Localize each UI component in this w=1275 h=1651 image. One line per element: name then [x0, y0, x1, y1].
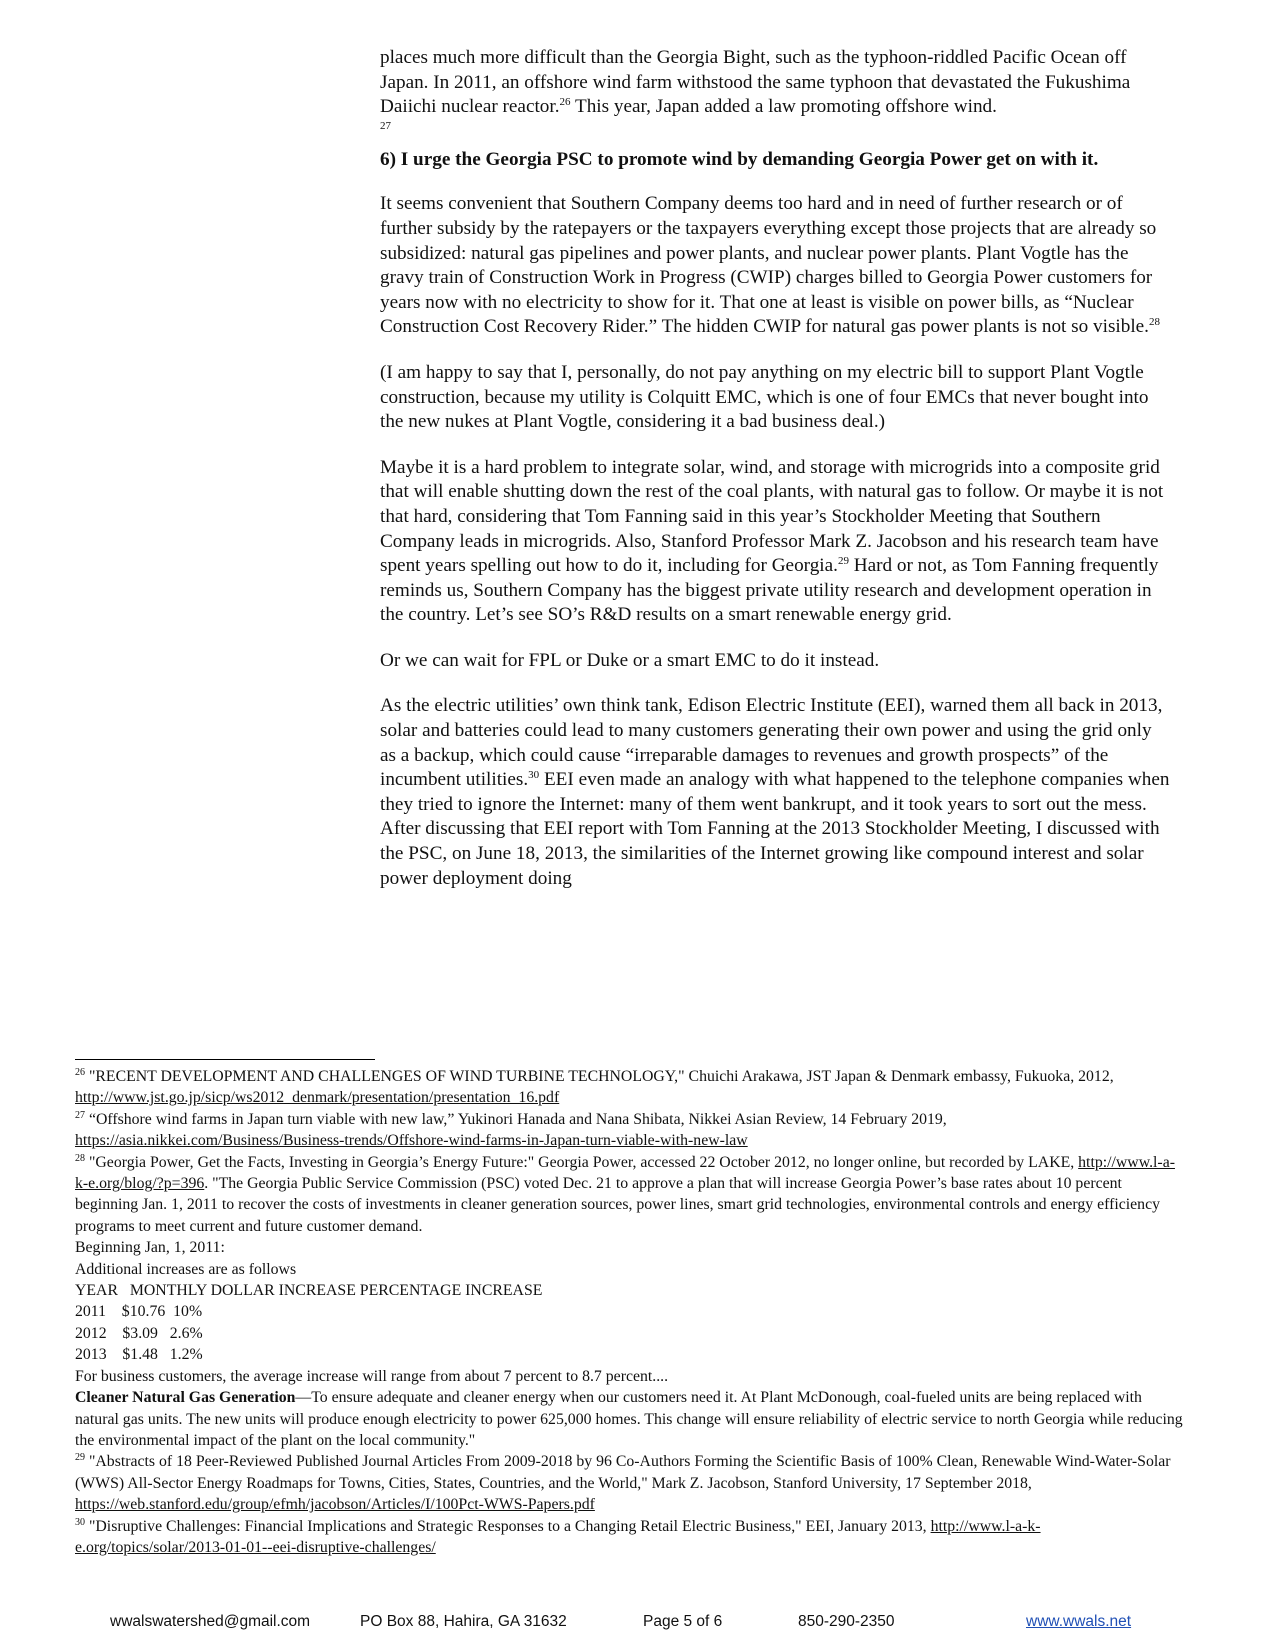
footnote-26: $^{26}$ "RECENT DEVELOPMENT AND CHALLENGES OF WIND TURBINE TECHNOLOGY," Chuichi Arakawa, JST Japan & Denmark embassy, Fukuoka, 2012, http://www.jst.go.jp/sicp/ws2012_denmark/presentation/presentation_16.pdf: [75, 1067, 1114, 1107]
paragraph: places much more difficult than the Georgia Bight, such as the typhoon-riddled Pacific Ocean off Japan. In 2011, an offshore wind farm withstood the same typhoon that devastated the Fukushima Daiichi nuclear reactor.$^{26}$ This year, Japan added a law promoting offshore wind. 27: [380, 46, 1172, 132]
footnote-27: $^{27}$ “Offshore wind farms in Japan turn viable with new law,” Yukinori Hanada and Nana Shibata, Nikkei Asian Review, 14 February 2019, https://asia.nikkei.com/Business/Business-trends/Offshore-wind-farms-in-Japan-turn-viable-with-new-law: [75, 1109, 947, 1150]
footnote-line: Additional increases are as follows: [75, 1260, 297, 1278]
footer-email[interactable]: wwalswatershed@gmail.com: [110, 1613, 311, 1630]
footer-phone: 850-290-2350: [798, 1613, 895, 1630]
paragraph: It seems convenient that Southern Company deems too hard and in need of further research or of further subsidy by the ratepayers or the taxpayers everything except those projects that are already so subsidized: natural gas pipelines and power plants, and nuclear power plants. Plant Vogtle has the gravy train of Construction Work in Progress (CWIP) charges billed to Georgia Power customers for years now with no electricity to show for it. That one at least is visible on power bills, as “Nuclear Construction Cost Recovery Rider.” The hidden CWIP for natural gas power plants is not so visible.$^{28}$: [380, 193, 1160, 338]
footnote-line: 2012 $3.09 2.6%: [75, 1324, 203, 1342]
paragraph: As the electric utilities’ own think tank, Edison Electric Institute (EEI), warned them all back in 2013, solar and batteries could lead to many customers generating their own power and using the grid only as a backup, which could cause “irreparable damages to revenues and growth prospects” of the incumbent utilities.$^{30}$ EEI even made an analogy with what happened to the telephone companies when they tried to ignore the Internet: many of them went bankrupt, and it took years to sort out the mess. After discussing that EEI report with Tom Fanning at the 2013 Stockholder Meeting, I discussed with the PSC, on June 18, 2013, the similarities of the Internet growing like compound interest and solar power deployment doing: [380, 695, 1170, 889]
footnote-line: Cleaner Natural Gas Generation—To ensure adequate and cleaner energy when our customers need it. At Plant McDonough, coal-fueled units are being replaced with natural gas units. The new units will produce enough electricity to power 625,000 homes. This change will ensure reliability of electric service to north Georgia while reducing the environmental impact of the plant on the local community.": [75, 1389, 1183, 1449]
bold-heading: Cleaner Natural Gas Generation: [75, 1389, 296, 1407]
footnote-ref[interactable]: 30: [528, 769, 540, 782]
main-text: [380, 46, 1172, 912]
footnote-link[interactable]: https://asia.nikkei.com/Business/Business-trends/Offshore-wind-farms-in-Japan-turn-viable-with-new-law: [75, 1132, 748, 1150]
footnote-line: For business customers, the average increase will range from about 7 percent to 8.7 percent....: [75, 1367, 669, 1385]
footnotes: [75, 1066, 1185, 1558]
footer-website-link[interactable]: www.wwals.net: [1026, 1613, 1132, 1630]
footnote-ref[interactable]: 27: [380, 119, 391, 132]
footnote-ref[interactable]: 26: [559, 96, 571, 109]
footnote-link[interactable]: http://www.jst.go.jp/sicp/ws2012_denmark/presentation/presentation_16.pdf: [75, 1089, 560, 1107]
footer-page-number: Page 5 of 6: [643, 1613, 723, 1630]
footnote-number: 28: [75, 1152, 85, 1164]
footnote-28: $^{28}$ "Georgia Power, Get the Facts, Investing in Georgia’s Energy Future:" Georgia Power, accessed 22 October 2012, no longer online, but recorded by LAKE, http://www.l-a-k-e.org/blog/?p=396. "The Georgia Public Service Commission (PSC) voted Dec. 21 to approve a plan that will increase Georgia Power’s base rates about 10 percent beginning Jan. 1, 2011 to recover the costs of investments in cleaner generation sources, power lines, smart grid technologies, environmental controls and energy efficiency programs to meet current and future customer demand.: [75, 1152, 1175, 1235]
footnote-line: 2011 $10.76 10%: [75, 1303, 203, 1321]
paragraph: Or we can wait for FPL or Duke or a smart EMC to do it instead.: [380, 649, 880, 671]
footer-address: PO Box 88, Hahira, GA 31632: [360, 1613, 567, 1630]
page-footer: [0, 1613, 1275, 1635]
footnote-link[interactable]: http://www.l-a-k-e.org/topics/solar/2013-01-01--eei-disruptive-challenges/: [75, 1517, 1041, 1556]
footnote-line: 2013 $1.48 1.2%: [75, 1346, 203, 1364]
paragraph: (I am happy to say that I, personally, do not pay anything on my electric bill to support Plant Vogtle construction, because my utility is Colquitt EMC, which is one of four EMCs that never bought into the new nukes at Plant Vogtle, considering it a bad business deal.): [380, 361, 1149, 433]
footnote-29: $^{29}$ "Abstracts of 18 Peer-Reviewed Published Journal Articles From 2009-2018 by 96 Co-Authors Forming the Scientific Basis of 100% Clean, Renewable Wind-Water-Solar (WWS) All-Sector Energy Roadmaps for Towns, Cities, States, Countries, and the World," Mark Z. Jacobson, Stanford University, 17 September 2018, https://web.stanford.edu/group/efmh/jacobson/Articles/I/100Pct-WWS-Papers.pdf: [75, 1452, 1171, 1514]
footnote-ref[interactable]: 29: [837, 555, 849, 568]
footnote-link[interactable]: https://web.stanford.edu/group/efmh/jacobson/Articles/I/100Pct-WWS-Papers.pdf: [75, 1496, 595, 1514]
footnote-number: 29: [75, 1452, 85, 1464]
footnote-link[interactable]: http://www.l-a-k-e.org/blog/?p=396: [75, 1153, 1175, 1193]
footnote-line: YEAR MONTHLY DOLLAR INCREASE PERCENTAGE INCREASE: [75, 1282, 543, 1300]
footnote-ref[interactable]: 28: [1148, 316, 1160, 329]
footnote-30: $^{30}$ "Disruptive Challenges: Financial Implications and Strategic Responses to a Changing Retail Electric Business," EEI, January 2013, http://www.l-a-k-e.org/topics/solar/2013-01-01--eei-disruptive-challenges/: [75, 1516, 1041, 1556]
section-heading: 6) I urge the Georgia PSC to promote wind by demanding Georgia Power get on with it.: [380, 148, 1099, 170]
footnote-number: 26: [75, 1067, 85, 1078]
paragraph: Maybe it is a hard problem to integrate solar, wind, and storage with microgrids into a composite grid that will enable shutting down the rest of the coal plants, with natural gas to follow. Or maybe it is not that hard, considering that Tom Fanning said in this year’s Stockholder Meeting that Southern Company leads in microgrids. Also, Stanford Professor Mark Z. Jacobson and his research team have spent years spelling out how to do it, including for Georgia.$^{29}$ Hard or not, as Tom Fanning frequently reminds us, Southern Company has the biggest private utility research and development operation in the country. Let’s see SO’s R&D results on a smart renewable energy grid.: [380, 456, 1164, 626]
footnote-number: 27: [75, 1109, 85, 1121]
footnote-divider: [75, 1059, 375, 1060]
footnote-line: Beginning Jan, 1, 2011:: [75, 1239, 225, 1257]
footnote-number: 30: [75, 1516, 85, 1528]
